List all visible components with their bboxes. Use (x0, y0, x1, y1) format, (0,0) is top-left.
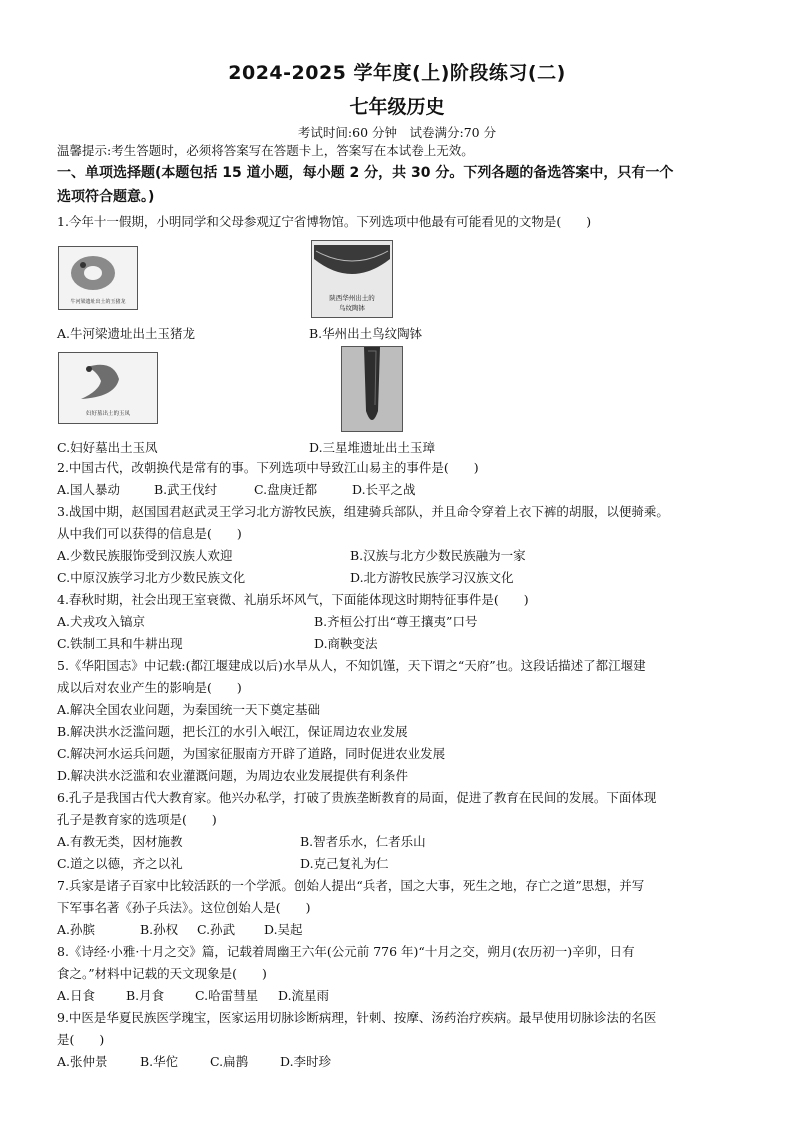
q5-option-c: C.解决河水运兵问题，为国家征服南方开辟了道路，同时促进农业发展 (57, 746, 446, 761)
question-8-stem: 8.《诗经·小雅·十月之交》篇，记载着周幽王六年(公元前 776 年)“十月之交，朔月(农历初一)辛卯，日有 (57, 944, 635, 959)
q2-option-d: D.长平之战 (352, 482, 416, 497)
bird-bowl-caption-1: 陕西华州出土的 (329, 294, 375, 302)
q3-option-b: B.汉族与北方少数民族融为一家 (350, 548, 526, 563)
q6-option-d: D.克己复礼为仁 (300, 856, 389, 871)
q7-option-a: A.孙膑 (57, 922, 96, 937)
q4-option-d: D.商鞅变法 (314, 636, 378, 651)
notice: 温馨提示:考生答题时，必须将答案写在答题卡上，答案写在本试卷上无效。 (57, 143, 474, 158)
question-3-stem-cont: 从中我们可以获得的信息是( ) (57, 526, 242, 541)
q2-option-c: C.盘庚迁都 (254, 482, 318, 497)
q4-option-b: B.齐桓公打出“尊王攘夷”口号 (314, 614, 478, 629)
q2-option-b: B.武王伐纣 (154, 482, 218, 497)
question-9-stem: 9.中医是华夏民族医学瑰宝，医家运用切脉诊断病理，针刺、按摩、汤药治疗疾病。最早使用切脉诊法的名医 (57, 1010, 657, 1025)
bird-pottery-bowl-image (311, 240, 393, 318)
question-6-stem: 6.孔子是我国古代大教育家。他兴办私学，打破了贵族垄断教育的局面，促进了教育在民间的发展。下面体现 (57, 790, 657, 805)
jade-pig-dragon-caption: 牛河梁遗址出土的玉猪龙 (70, 299, 126, 305)
q1-option-a: A.牛河梁遗址出土玉猪龙 (57, 326, 196, 341)
q9-option-b: B.华佗 (140, 1054, 179, 1069)
question-3-stem: 3.战国中期，赵国国君赵武灵王学习北方游牧民族，组建骑兵部队，并且命令穿着上衣下裤的胡服，以便骑乘。 (57, 504, 669, 519)
q5-option-d: D.解决洪水泛滥和农业灌溉问题，为周边农业发展提供有利条件 (57, 768, 409, 783)
q6-option-c: C.道之以德，齐之以礼 (57, 856, 183, 871)
exam-info: 考试时间:60 分钟 试卷满分:70 分 (297, 125, 497, 140)
q9-option-d: D.李时珍 (280, 1054, 332, 1069)
q8-option-d: D.流星雨 (278, 988, 330, 1003)
jade-zhang-image (341, 346, 403, 432)
jade-pig-dragon-image (58, 246, 138, 310)
q8-option-b: B.月食 (126, 988, 165, 1003)
question-4-stem: 4.春秋时期，社会出现王室衰微、礼崩乐坏风气，下面能体现这时期特征事件是( ) (57, 592, 529, 607)
q8-option-a: A.日食 (57, 988, 96, 1003)
section-heading-cont: 选项符合题意。) (57, 189, 155, 205)
jade-phoenix-image (58, 352, 158, 424)
question-7-stem: 7.兵家是诸子百家中比较活跃的一个学派。创始人提出“兵者，国之大事，死生之地，存亡之道”思想，并写 (57, 878, 645, 893)
q6-option-a: A.有教无类，因材施教 (57, 834, 183, 849)
q9-option-c: C.扁鹊 (210, 1054, 249, 1069)
q1-option-d: D.三星堆遗址出土玉璋 (309, 440, 436, 455)
question-9-stem-cont: 是( ) (57, 1032, 105, 1047)
bird-bowl-caption-2: 鸟纹陶钵 (339, 304, 365, 312)
q4-option-a: A.犬戎攻入镐京 (57, 614, 146, 629)
q7-option-c: C.孙武 (197, 922, 236, 937)
question-2-stem: 2.中国古代，改朝换代是常有的事。下列选项中导致江山易主的事件是( ) (57, 460, 479, 475)
question-6-stem-cont: 孔子是教育家的选项是( ) (57, 812, 217, 827)
q6-option-b: B.智者乐水，仁者乐山 (300, 834, 426, 849)
exam-title: 2024-2025 学年度(上)阶段练习(二) (228, 62, 566, 84)
question-7-stem-cont: 下军事名著《孙子兵法》。这位创始人是( ) (57, 900, 311, 915)
jade-phoenix-caption: 妇好墓出土的玉凤 (85, 411, 131, 417)
q5-option-b: B.解决洪水泛滥问题，把长江的水引入岷江，保证周边农业发展 (57, 724, 408, 739)
q4-option-c: C.铁制工具和牛耕出现 (57, 636, 183, 651)
q5-option-a: A.解决全国农业问题，为秦国统一天下奠定基础 (57, 702, 321, 717)
q3-option-d: D.北方游牧民族学习汉族文化 (350, 570, 514, 585)
q3-option-c: C.中原汉族学习北方少数民族文化 (57, 570, 246, 585)
question-5-stem-cont: 成以后对农业产生的影响是( ) (57, 680, 242, 695)
exam-subject: 七年级历史 (349, 96, 445, 118)
q1-option-b: B.华州出土鸟纹陶钵 (309, 326, 423, 341)
q7-option-b: B.孙权 (140, 922, 179, 937)
q2-option-a: A.国人暴动 (57, 482, 121, 497)
q7-option-d: D.吴起 (264, 922, 303, 937)
question-5-stem: 5.《华阳国志》中记载:(都江堰建成以后)水旱从人，不知饥馑，天下谓之“天府”也。这段话描述了都江堰建 (57, 658, 646, 673)
question-1-stem: 1.今年十一假期，小明同学和父母参观辽宁省博物馆。下列选项中他最有可能看见的文物是( ) (57, 214, 592, 229)
q8-option-c: C.哈雷彗星 (195, 988, 259, 1003)
q9-option-a: A.张仲景 (57, 1054, 108, 1069)
section-heading: 一、单项选择题(本题包括 15 道小题，每小题 2 分，共 30 分。下列各题的备选答案中，只有一个 (57, 165, 674, 181)
q1-option-c: C.妇好墓出土玉凤 (57, 440, 158, 455)
question-8-stem-cont: 食之。”材料中记载的天文现象是( ) (57, 966, 267, 981)
q3-option-a: A.少数民族服饰受到汉族人欢迎 (57, 548, 233, 563)
